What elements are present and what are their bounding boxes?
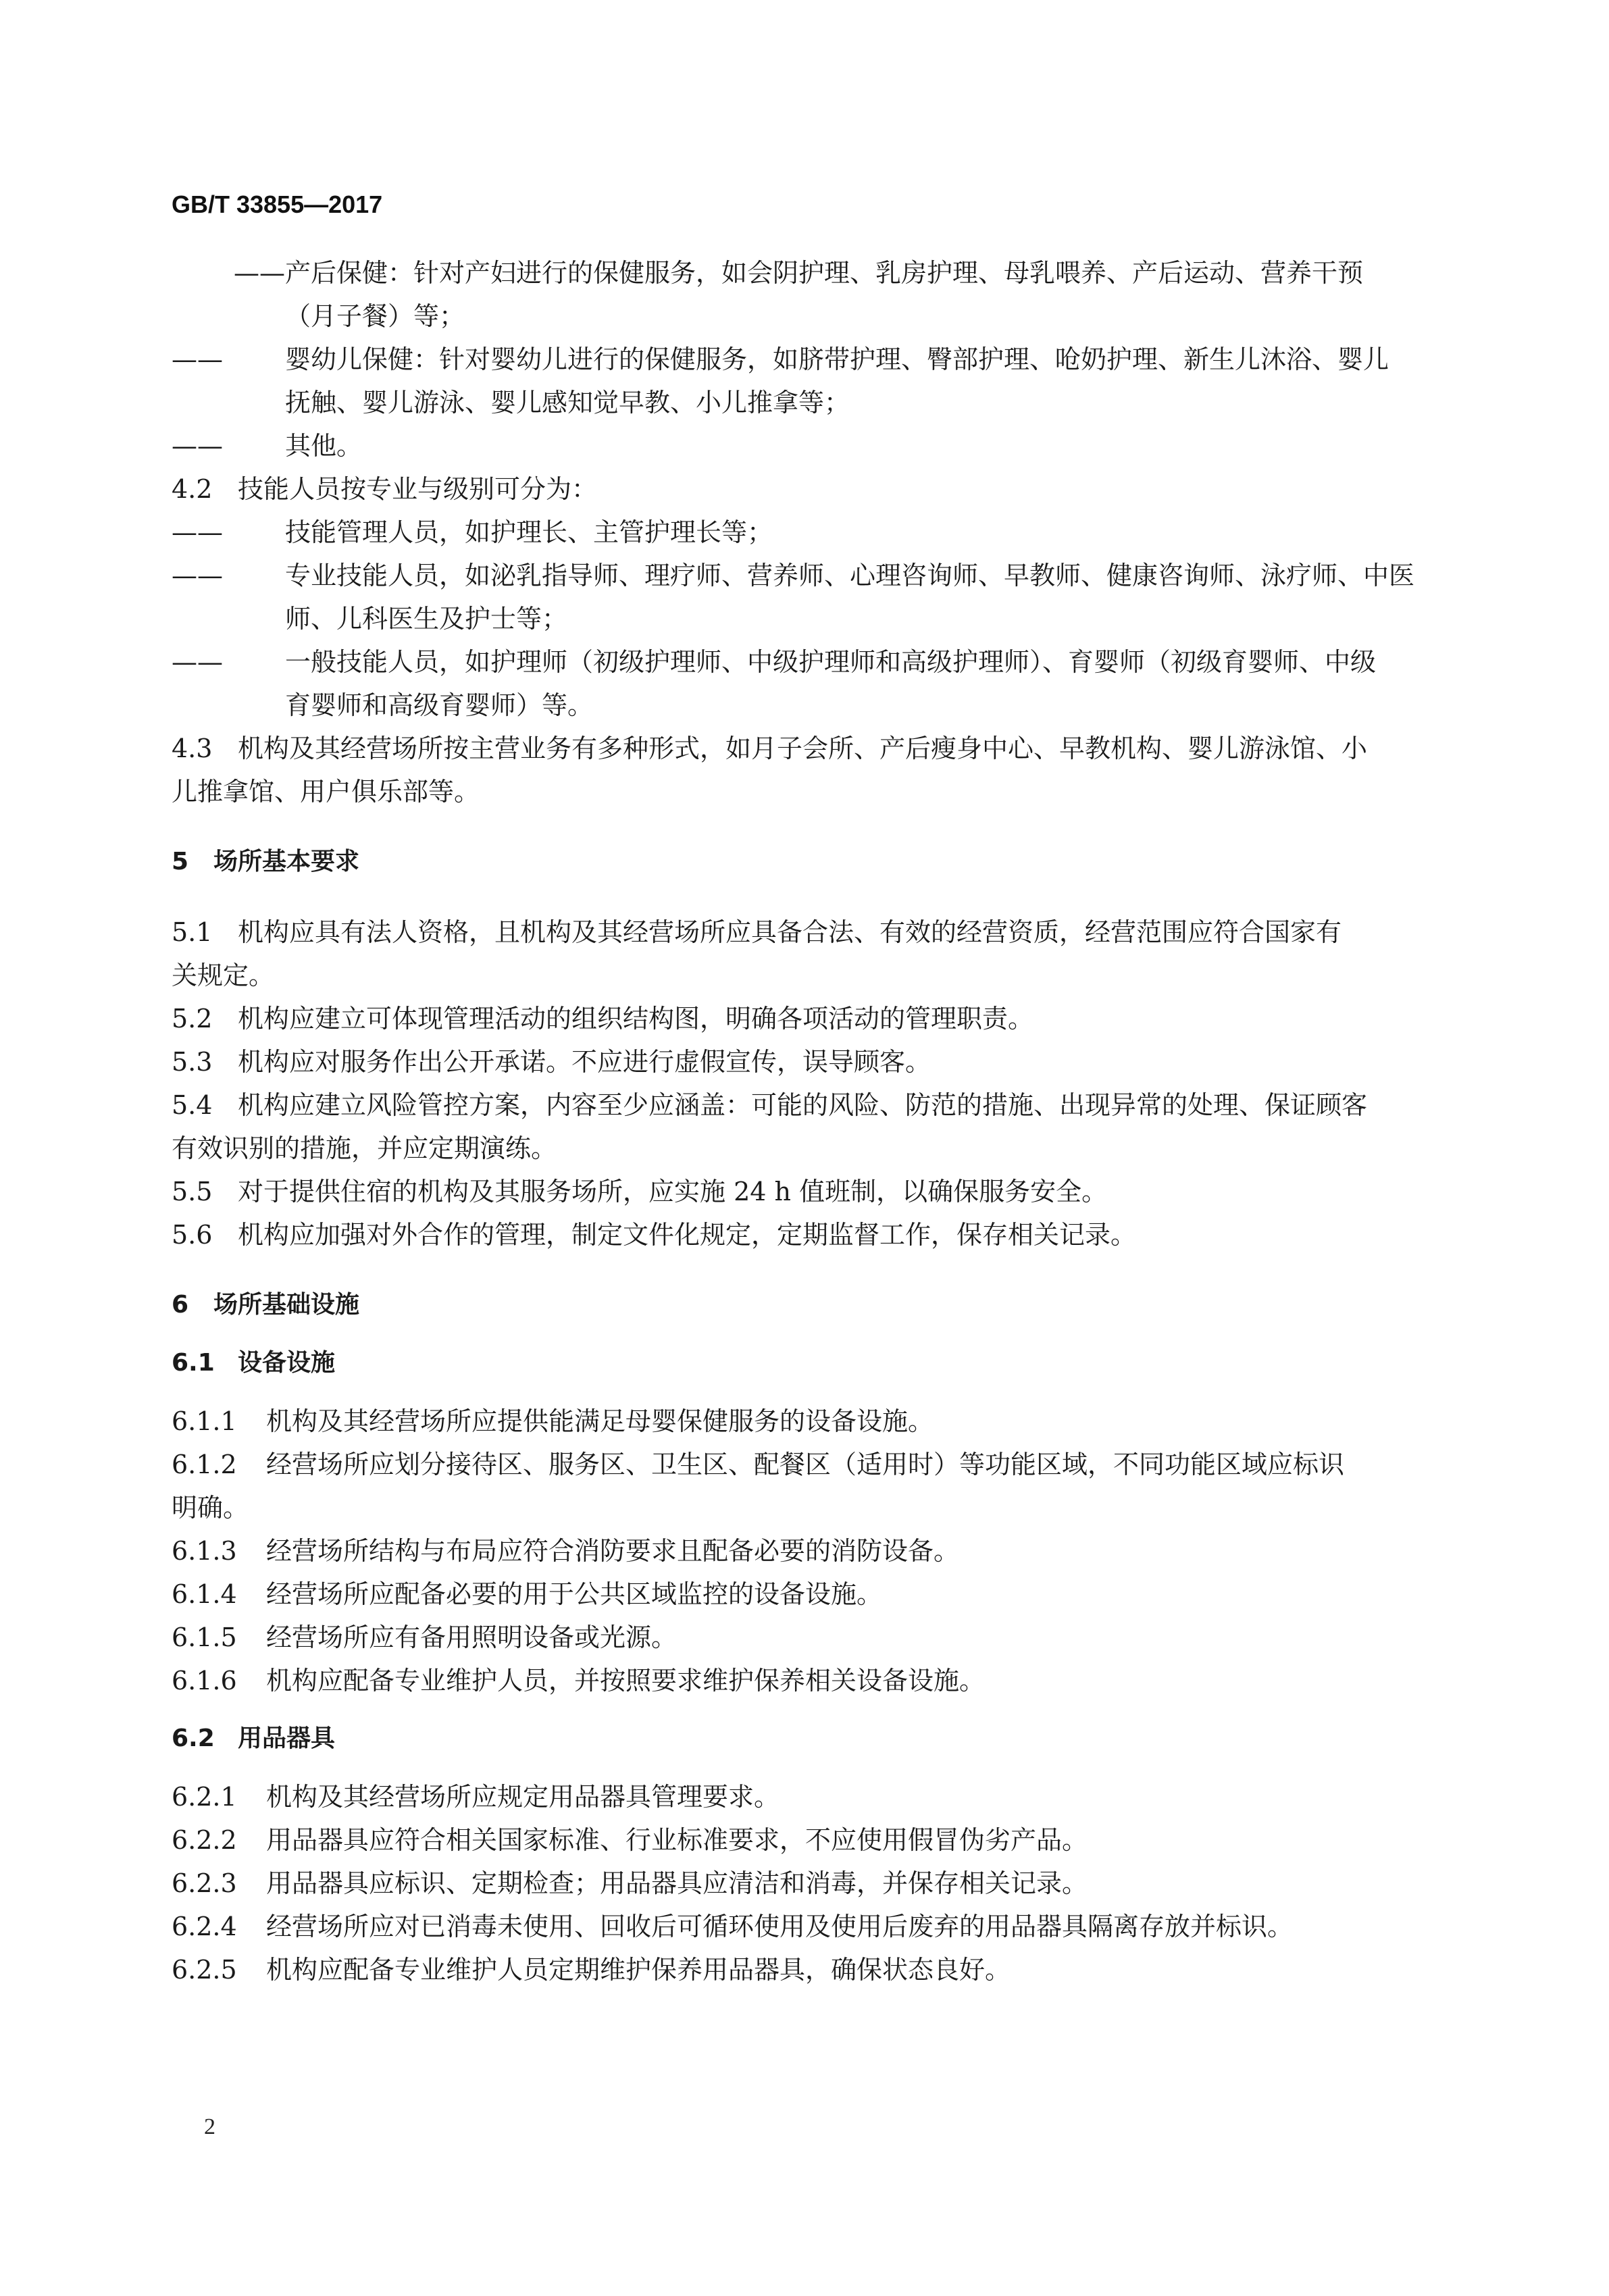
- clause-4-3: [172, 727, 1429, 813]
- clause-6-1-2: [172, 1443, 1429, 1529]
- section-number: 5: [172, 848, 189, 875]
- item-text: 其他。: [285, 431, 363, 461]
- item-text-cont: 师、儿科医生及护士等；: [285, 604, 568, 634]
- clause-5-5: [172, 1170, 1429, 1213]
- clause-5-1: [172, 911, 1429, 997]
- clause-text: 经营场所应划分接待区、服务区、卫生区、配餐区（适用时）等功能区域，不同功能区域应标识: [266, 1450, 1345, 1479]
- dash-item: [172, 338, 1429, 424]
- clause-6-1-3: [172, 1529, 1429, 1573]
- clause-text: 机构应对服务作出公开承诺。不应进行虚假宣传，误导顾客。: [238, 1047, 931, 1077]
- clause-text: 经营场所应有备用照明设备或光源。: [266, 1623, 678, 1652]
- clause-5-2: [172, 997, 1429, 1040]
- clause-6-2-5: [172, 1948, 1429, 1991]
- clause-4-2: [172, 467, 1429, 511]
- clause-6-1-5: [172, 1616, 1429, 1659]
- clause-text: 用品器具应标识、定期检查；用品器具应清洁和消毒，并保存相关记录。: [266, 1868, 1088, 1898]
- clause-number: 5.6: [172, 1220, 213, 1250]
- subsection-number: 6.1: [172, 1349, 215, 1377]
- subsection-title: 设备设施: [238, 1349, 336, 1377]
- section-number: 6: [172, 1291, 189, 1319]
- section-title: 场所基本要求: [213, 848, 360, 875]
- clause-text: 机构应配备专业维护人员定期维护保养用品器具，确保状态良好。: [266, 1955, 1011, 1985]
- clause-text-cont: 有效识别的措施，并应定期演练。: [172, 1133, 557, 1163]
- clause-number: 6.2.1: [172, 1782, 237, 1812]
- clause-number: 5.3: [172, 1047, 213, 1077]
- clause-text: 对于提供住宿的机构及其服务场所，应实施 24 h 值班制，以确保服务安全。: [238, 1177, 1108, 1206]
- dash-marker: ——: [172, 345, 223, 374]
- subsection-number: 6.2: [172, 1725, 215, 1752]
- dash-item: [172, 554, 1429, 640]
- clause-number: 6.1.5: [172, 1623, 237, 1652]
- clause-number: 6.2.3: [172, 1868, 237, 1898]
- clause-text: 机构应建立风险管控方案，内容至少应涵盖：可能的风险、防范的措施、出现异常的处理、保证顾客: [238, 1090, 1368, 1120]
- clause-number: 4.3: [172, 734, 213, 763]
- clause-text: 技能人员按专业与级别可分为：: [238, 474, 598, 504]
- section-title: 场所基础设施: [213, 1291, 360, 1319]
- clause-5-6: [172, 1213, 1429, 1256]
- clause-number: 5.5: [172, 1177, 213, 1206]
- page-number: 2: [204, 2114, 215, 2139]
- clause-6-2-1: [172, 1775, 1429, 1818]
- item-text-cont: （月子餐）等；: [285, 301, 465, 331]
- clause-6-2-4: [172, 1905, 1429, 1948]
- dash-marker: ——: [172, 561, 223, 590]
- section-6-heading: [172, 1283, 1429, 1327]
- clause-text: 机构应具有法人资格，且机构及其经营场所应具备合法、有效的经营资质，经营范围应符合国家有: [238, 917, 1342, 947]
- clause-text-cont: 关规定。: [172, 961, 275, 990]
- item-text: 一般技能人员，如护理师（初级护理师、中级护理师和高级护理师）、育婴师（初级育婴师、中级: [285, 647, 1377, 677]
- dash-item: [172, 251, 1429, 338]
- clause-text: 机构应配备专业维护人员，并按照要求维护保养相关设备设施。: [266, 1666, 986, 1695]
- item-text-cont: 抚触、婴儿游泳、婴儿感知觉早教、小儿推拿等；: [285, 388, 850, 417]
- dash-item: [172, 511, 1429, 554]
- document-body: [172, 251, 1429, 1991]
- dash-marker: ——: [172, 431, 223, 461]
- subsection-6-1-heading: [172, 1342, 1429, 1385]
- clause-text-cont: 儿推拿馆、用户俱乐部等。: [172, 777, 480, 807]
- clause-number: 6.1.6: [172, 1666, 237, 1695]
- clause-6-2-2: [172, 1818, 1429, 1862]
- item-text: 专业技能人员，如泌乳指导师、理疗师、营养师、心理咨询师、早教师、健康咨询师、泳疗师、中医: [285, 561, 1415, 590]
- clause-text: 经营场所应配备必要的用于公共区域监控的设备设施。: [266, 1579, 883, 1609]
- clause-number: 6.1.2: [172, 1450, 237, 1479]
- clause-5-3: [172, 1040, 1429, 1083]
- clause-number: 6.2.4: [172, 1912, 237, 1941]
- clause-6-1-1: [172, 1400, 1429, 1443]
- clause-text: 经营场所应对已消毒未使用、回收后可循环使用及使用后废弃的用品器具隔离存放并标识。: [266, 1912, 1294, 1941]
- item-text-cont: 育婴师和高级育婴师）等。: [285, 690, 594, 720]
- item-text: 产后保健：针对产妇进行的保健服务，如会阴护理、乳房护理、母乳喂养、产后运动、营养干预: [285, 258, 1364, 288]
- clause-6-1-4: [172, 1573, 1429, 1616]
- clause-text: 经营场所结构与布局应符合消防要求且配备必要的消防设备。: [266, 1536, 960, 1566]
- clause-5-4: [172, 1083, 1429, 1170]
- standard-id-header: GB/T 33855—2017: [172, 190, 383, 218]
- clause-number: 6.1.1: [172, 1406, 237, 1436]
- clause-text: 用品器具应符合相关国家标准、行业标准要求，不应使用假冒伪劣产品。: [266, 1825, 1088, 1855]
- clause-number: 6.1.4: [172, 1579, 237, 1609]
- clause-text: 机构及其经营场所按主营业务有多种形式，如月子会所、产后瘦身中心、早教机构、婴儿游泳馆、小: [238, 734, 1368, 763]
- clause-number: 5.1: [172, 917, 213, 947]
- clause-number: 5.2: [172, 1004, 213, 1034]
- clause-text: 机构及其经营场所应规定用品器具管理要求。: [266, 1782, 780, 1812]
- clause-6-1-6: [172, 1659, 1429, 1702]
- clause-6-2-3: [172, 1862, 1429, 1905]
- dash-marker: ——: [172, 517, 223, 547]
- dash-marker: ——: [172, 647, 223, 677]
- subsection-6-2-heading: [172, 1717, 1429, 1760]
- item-text: 技能管理人员，如护理长、主管护理长等；: [285, 517, 773, 547]
- clause-number: 4.2: [172, 474, 213, 504]
- clause-number: 6.2.5: [172, 1955, 237, 1985]
- item-text: 婴幼儿保健：针对婴幼儿进行的保健服务，如脐带护理、臀部护理、呛奶护理、新生儿沐浴、婴儿: [285, 345, 1389, 374]
- dash-item: [172, 424, 1429, 467]
- clause-number: 6.2.2: [172, 1825, 237, 1855]
- clause-text-cont: 明确。: [172, 1493, 249, 1523]
- subsection-title: 用品器具: [238, 1725, 336, 1752]
- dash-marker: ——: [234, 258, 285, 288]
- clause-text: 机构应建立可体现管理活动的组织结构图，明确各项活动的管理职责。: [238, 1004, 1034, 1034]
- dash-item: [172, 640, 1429, 727]
- clause-number: 5.4: [172, 1090, 213, 1120]
- clause-text: 机构及其经营场所应提供能满足母婴保健服务的设备设施。: [266, 1406, 934, 1436]
- clause-number: 6.1.3: [172, 1536, 237, 1566]
- clause-text: 机构应加强对外合作的管理，制定文件化规定，定期监督工作，保存相关记录。: [238, 1220, 1137, 1250]
- section-5-heading: [172, 840, 1429, 884]
